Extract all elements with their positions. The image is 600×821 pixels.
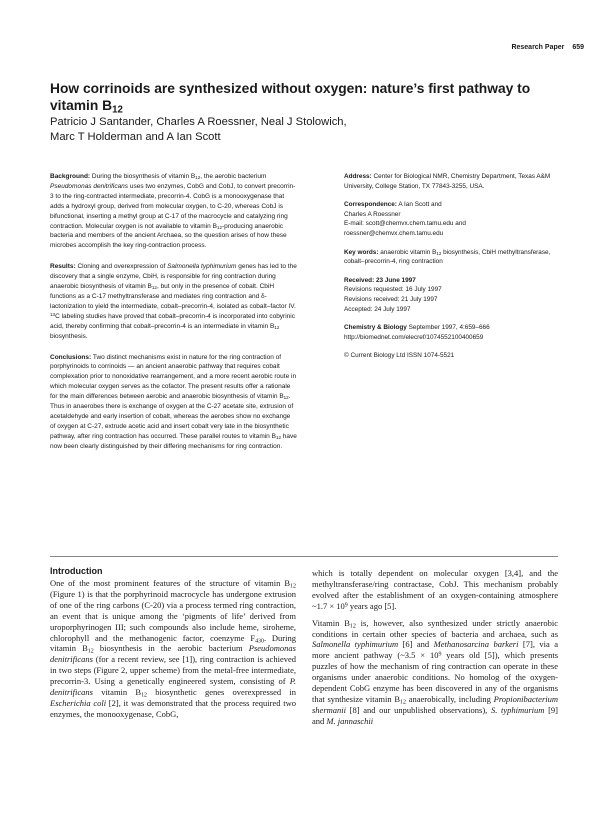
keywords-block: Key words: anaerobic vitamin $B_{12}$ biosynthesis, CbiH methyltransferase, cobalt–precorrin-4, ring contraction [344, 248, 551, 266]
page-number: 659 [572, 44, 584, 51]
email-link[interactable]: roessner@chemvx.chem.tamu.edu [344, 229, 444, 237]
body-column-left [50, 578, 296, 726]
copyright-notice: © Current Biology Ltd ISSN 1074-5521 [344, 352, 455, 360]
accepted-date: Accepted: 24 July 1997 [344, 305, 411, 313]
dates-block [344, 276, 559, 314]
body-paragraph: One of the most prominent features of the structure of vitamin $B_{12}$ (Figure 1) is that the porphyrinoid macrocycle has undergone extrusion of one of the ring carbons (C-20) via a process termed ring contraction, an event that is unique among the ‘pigments of life’ derived from uroporphyrinogen III; such compounds also include heme, siroheme, chlorophyll and the methanogenic factor, coenzyme $F_{430}$. During vitamin $B_{12}$ biosynthesis in the aerobic bacterium Pseudomonas denitrificans (for a recent review, see [1]), ring contraction is achieved in two steps (Figure 2, upper scheme) from the metal-free intermediate, precorrin-3. Using a genetically engineered system, consisting of P. denitrificans vitamin $B_{12}$ biosynthetic genes overexpressed in Escherichia coli [2], it was demonstrated that the process required two enzymes, the monooxygenase, CobG, [50, 578, 296, 719]
abstract-results: Results: Cloning and overexpression of Salmonella typhimurium genes has led to the discovery that a single enzyme, CbiH, is responsible for ring contraction during anaerobic biosynthesis of vitamin $B_{12}$, but only in the presence of cobalt. CbiH functions as a C-17 methyltransferase and mediates ring contraction and δ-lactonization to yield the intermediate, cobalt–precorrin-4, isolated as cobalt–factor IV. $^{13}$C labeling studies have proved that cobalt–precorrin-4 is incorporated into cobyrinic acid, thereby confirming that cobalt–precorrin-4 is an intermediate in vitamin $B_{12}$ biosynthesis. [50, 263, 297, 340]
article-info-sidebar [344, 172, 559, 370]
abstract [50, 172, 297, 463]
revisions-received-date: Revisions received: 21 July 1997 [344, 295, 438, 303]
body-column-right [312, 568, 558, 733]
address-block: Address: Center for Biological NMR, Chemistry Department, Texas A&M University, College Station, TX 77843-3255, USA. [344, 173, 551, 190]
author-list [50, 115, 570, 145]
section-divider [50, 556, 558, 557]
journal-section: Research Paper [511, 44, 565, 51]
running-header [0, 44, 584, 51]
abstract-conclusions: Conclusions: Two distinct mechanisms exist in nature for the ring contraction of porphyrinoids to corrinoids — an ancient anaerobic pathway that requires cobalt complexation prior to nonoxidative rearrangement, and a more recent aerobic route in which molecular oxygen serves as the cofactor. The present results offer a rationale for the main differences between aerobic and anaerobic biosynthesis of vitamin $B_{12}$. Thus in anaerobes there is exchange of oxygen at the C-27 acetate site, extrusion of acetaldehyde and early insertion of cobalt, whereas the aerobes show no exchange of oxygen at C-27, extrude acetic acid and insert cobalt very late in the biosynthetic pathway, after ring contraction has occurred. These parallel routes to vitamin $B_{12}$ have now been clearly distinguished by their differing mechanisms for ring contraction. [50, 353, 297, 450]
article-url-link[interactable]: http://biomednet.com/elecref/1074552100400659 [344, 333, 484, 341]
author-line: Marc T Holderman and A Ian Scott [50, 131, 221, 143]
correspondence-block: Correspondence: A Ian Scott and Charles A Roessner E-mail: scott@chemvx.chem.tamu.edu and roessner@chemvx.chem.tamu.edu [344, 200, 559, 238]
author-line: Patricio J Santander, Charles A Roessner, Neal J Stolowich, [50, 116, 347, 128]
abstract-background: Background: During the biosynthesis of vitamin $B_{12}$, the aerobic bacterium Pseudomonas denitrificans uses two enzymes, CobG and CobJ, to convert precorrin-3 to the ring-contracted intermediate, precorrin-4. CobG is a monooxygenase that adds a hydroxyl group, derived from molecular oxygen, to C-20, whereas CobJ is bifunctional, inserting a methyl group at C-17 of the macrocycle and catalyzing ring contraction. Molecular oxygen is not available to vitamin $B_{12}$-producing anaerobic bacteria and members of the ancient Archaea, so the question arises of how these microbes accomplish the key ring-contraction process. [50, 173, 296, 250]
citation-block: Chemistry & Biology September 1997, 4:659–666 http://biomednet.com/elecref/1074552100400659 [344, 323, 559, 342]
body-paragraph: Vitamin $B_{12}$ is, however, also synthesized under strictly anaerobic conditions in certain other species of bacteria and archaea, such as Salmonella typhimurium [6] and Methanosarcina barkeri [7], via a more ancient pathway (~3.5 × $10^9$ years old [5]), which presents puzzles of how the mechanism of ring contraction can operate in these organisms under anaerobic conditions. No homolog of the oxygen-dependent CobG enzyme has been discovered in any of the organisms that synthesize vitamin $B_{12}$ anaerobically, including Propionibacterium shermanii [8] and our unpublished observations), S. typhimurium [9] and M. jannaschii [312, 617, 558, 726]
received-date: Received: 23 June 1997 [344, 276, 416, 284]
body-paragraph: which is totally dependent on molecular oxygen [3,4], and the methyltransferase/ring contractase, CobJ. This mechanism probably evolved after the establishment of an oxygen-containing atmosphere ~1.7 × $10^9$ years ago [5]. [312, 568, 558, 611]
article-title: How corrinoids are synthesized without oxygen: nature’s first pathway to vitamin $B_{12}$ [50, 81, 531, 116]
introduction-heading: Introduction [50, 566, 103, 576]
email-link[interactable]: E-mail: scott@chemvx.chem.tamu.edu and [344, 220, 466, 228]
revisions-requested-date: Revisions requested: 16 July 1997 [344, 286, 442, 294]
